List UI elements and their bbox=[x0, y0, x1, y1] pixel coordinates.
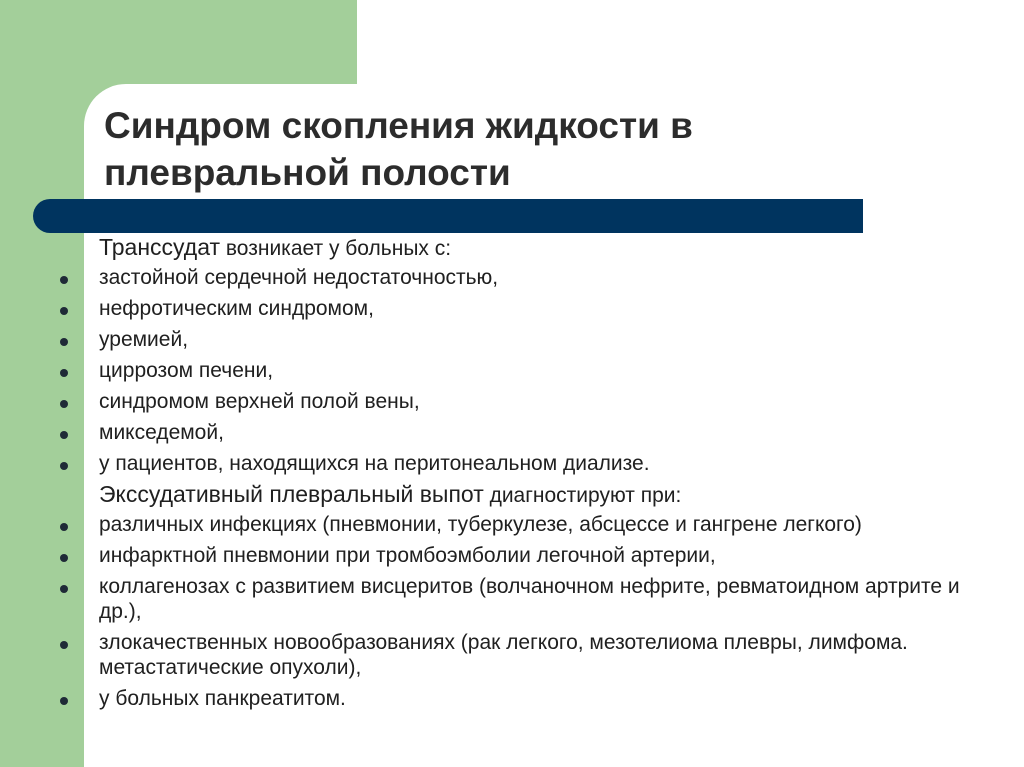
list-item bbox=[0, 262, 1024, 293]
bullet-icon bbox=[60, 641, 68, 649]
list-item bbox=[0, 540, 1024, 571]
list-item-text: различных инфекциях (пневмонии, туберкулезе, абсцессе и гангрене легкого) bbox=[99, 513, 862, 536]
bullet-icon bbox=[60, 369, 68, 377]
list-item-text: у пациентов, находящихся на перитонеальном диализе. bbox=[99, 452, 650, 475]
list-item bbox=[0, 627, 1024, 683]
list-item bbox=[0, 683, 1024, 714]
list-item bbox=[0, 448, 1024, 479]
list-item-text: синдромом верхней полой вены, bbox=[99, 390, 420, 413]
title-underline-bar bbox=[33, 199, 863, 233]
bullet-icon bbox=[60, 338, 68, 346]
transudate-term: Транссудат bbox=[99, 234, 221, 260]
list-item bbox=[0, 417, 1024, 448]
list-item-text: нефротическим синдромом, bbox=[99, 297, 374, 320]
list-item bbox=[0, 386, 1024, 417]
list-item bbox=[0, 509, 1024, 540]
list-item-text: коллагенозах с развитием висцеритов (волчаночном нефрите, ревматоидном артрите и др.), bbox=[99, 575, 960, 623]
list-item-text: злокачественных новообразованиях (рак легкого, мезотелиома плевры, лимфома. метастатические опухоли), bbox=[99, 631, 908, 679]
transudate-intro: возникает у больных с: bbox=[220, 237, 452, 260]
transudate-heading bbox=[0, 232, 1024, 262]
bullet-icon bbox=[60, 276, 68, 284]
bullet-icon bbox=[60, 697, 68, 705]
list-item-text: циррозом печени, bbox=[99, 359, 274, 382]
bullet-icon bbox=[60, 400, 68, 408]
bullet-icon bbox=[60, 554, 68, 562]
list-item bbox=[0, 355, 1024, 386]
list-item-text: инфарктной пневмонии при тромбоэмболии легочной артерии, bbox=[99, 544, 716, 567]
list-item bbox=[0, 324, 1024, 355]
list-item bbox=[0, 293, 1024, 324]
list-item bbox=[0, 571, 1024, 627]
list-item-text: микседемой, bbox=[99, 421, 224, 444]
exudate-intro: диагностируют при: bbox=[483, 484, 682, 507]
bullet-icon bbox=[60, 462, 68, 470]
bullet-icon bbox=[60, 523, 68, 531]
list-item-text: застойной сердечной недостаточностью, bbox=[99, 266, 499, 289]
exudate-term: Экссудативный плевральный выпот bbox=[99, 481, 484, 507]
list-item-text: у больных панкреатитом. bbox=[99, 687, 346, 710]
bullet-icon bbox=[60, 307, 68, 315]
list-item-text: уремией, bbox=[99, 328, 189, 351]
slide-title: Синдром скопления жидкости в плевральной полости bbox=[104, 105, 693, 193]
bullet-icon bbox=[60, 585, 68, 593]
bullet-icon bbox=[60, 431, 68, 439]
exudate-heading bbox=[0, 479, 1024, 509]
slide-body bbox=[0, 232, 1024, 714]
